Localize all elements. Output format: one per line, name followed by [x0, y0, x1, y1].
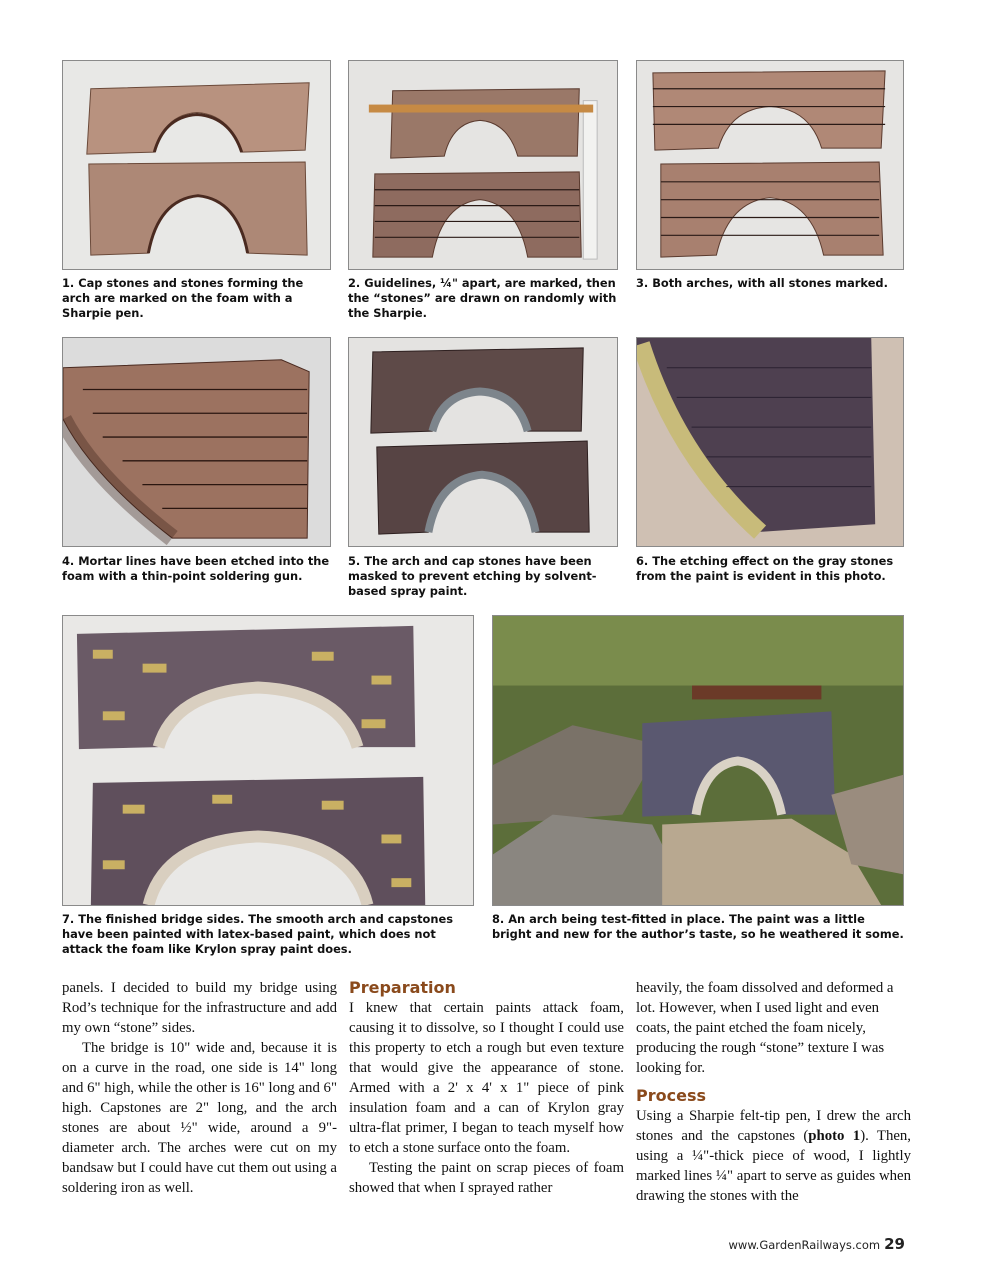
photo-3 [636, 60, 904, 270]
article-column-2 [349, 978, 624, 1198]
photo-6 [636, 337, 904, 547]
heading-process: Process [636, 1086, 706, 1105]
caption-5: 5. The arch and cap stones have been masked to prevent etching by solvent-based spray paint. [348, 554, 597, 598]
heading-preparation: Preparation [349, 978, 456, 997]
photo-2 [348, 60, 618, 270]
paragraph-text: ). Then, using a ¼"-thick piece of wood, I lightly marked lines ¼" apart to serve as guides when drawing the stones with the [636, 1128, 912, 1204]
caption-7: 7. The finished bridge sides. The smooth arch and capstones have been painted with latex-based paint, which does not attack the foam like Krylon spray paint does. [62, 912, 453, 956]
photo-1 [62, 60, 331, 270]
paragraph: Testing the paint on scrap pieces of foam showed that when I sprayed rather [349, 1160, 624, 1196]
photo-7 [62, 615, 474, 906]
paragraph-text: Using a Sharpie felt-tip pen, I drew the arch stones and the capstones ( [636, 1108, 911, 1144]
paragraph [636, 1106, 911, 1206]
page-number: 29 [884, 1235, 905, 1253]
page-footer [729, 1235, 905, 1253]
paragraph: panels. I decided to build my bridge using Rod’s technique for the infrastructure and add my own “stone” sides. [62, 980, 337, 1036]
caption-2: 2. Guidelines, ¼" apart, are marked, then the “stones” are drawn on randomly with the Sharpie. [348, 276, 617, 320]
photo-5 [348, 337, 618, 547]
footer-url: www.GardenRailways.com [728, 1238, 881, 1252]
article-column-1 [62, 978, 337, 1198]
caption-3: 3. Both arches, with all stones marked. [636, 276, 888, 290]
photo-8 [492, 615, 904, 906]
caption-4: 4. Mortar lines have been etched into the foam with a thin-point soldering gun. [62, 554, 330, 583]
caption-8: 8. An arch being test-fitted in place. The paint was a little bright and new for the author’s taste, so he weathered it some. [492, 912, 904, 941]
paragraph: The bridge is 10" wide and, because it is on a curve in the road, one side is 14" long and 6" high, while the other is 16" long and 6" high. Capstones are 2" long, and the arch stones are about ½" wide, around a 9"-diameter arch. The arches were cut on my bandsaw but I could have cut them out using a soldering iron as well. [62, 1040, 337, 1196]
caption-6: 6. The etching effect on the gray stones from the paint is evident in this photo. [636, 554, 894, 583]
paragraph: I knew that certain paints attack foam, causing it to dissolve, so I thought I could use this property to etch a rough but even texture that would give the appearance of stone. Armed with a 2' x 4' x 1" piece of pink insulation foam and a can of Krylon gray ultra-flat primer, I began to teach myself how to etch a stone surface onto the foam. [349, 1000, 624, 1156]
caption-1: 1. Cap stones and stones forming the arch are marked on the foam with a Sharpie pen. [62, 276, 304, 320]
photo-reference: photo 1 [808, 1128, 861, 1144]
photo-4 [62, 337, 331, 547]
paragraph: heavily, the foam dissolved and deformed a lot. However, when I used light and even coats, the paint etched the foam nicely, producing the rough “stone” texture I was looking for. [636, 980, 894, 1076]
article-column-3 [636, 978, 911, 1206]
